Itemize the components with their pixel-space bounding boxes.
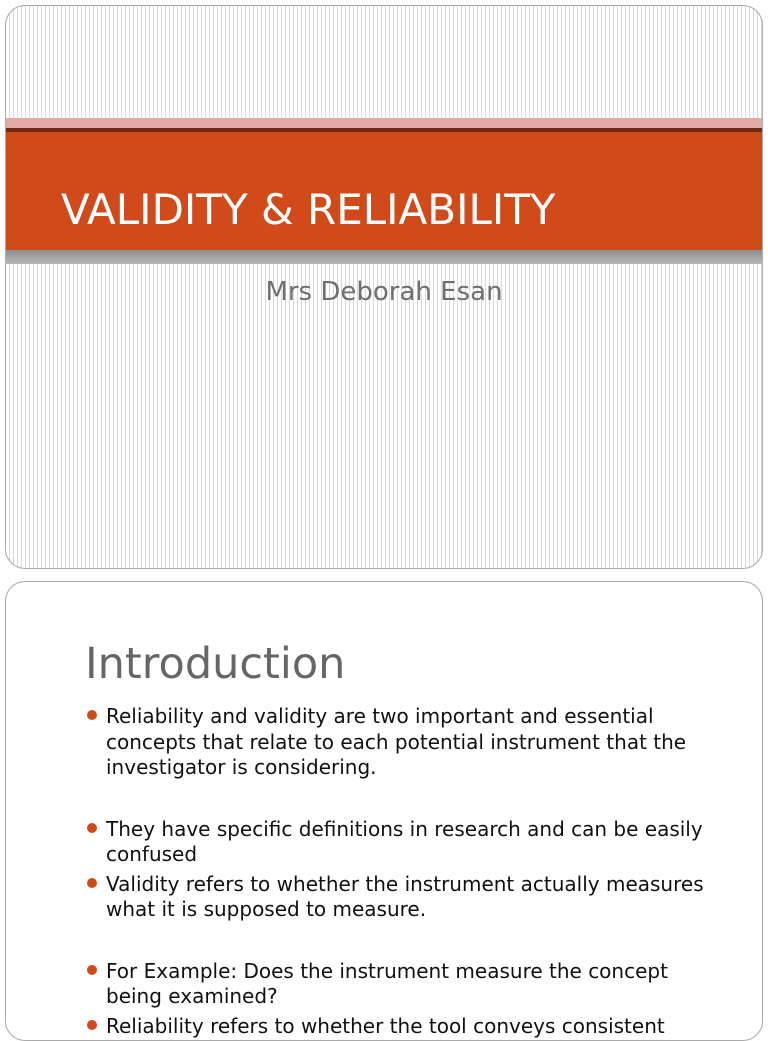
bullet-text: Reliability refers to whether the tool conveys consistent: [106, 1013, 665, 1038]
list-item: [85, 704, 725, 781]
bullet-icon: [87, 878, 97, 888]
list-item: [85, 959, 725, 1010]
bullet-text: Validity refers to whether the instrument actually measures what it is supposed to measure.: [106, 871, 704, 921]
bullet-list: [85, 704, 725, 1039]
bullet-text: They have specific definitions in research and can be easily confused: [106, 816, 703, 866]
bullet-icon: [87, 965, 97, 975]
bullet-icon: [87, 823, 97, 833]
slide-title: VALIDITY & RELIABILITY: [61, 185, 556, 234]
title-shadow-band: [6, 250, 762, 264]
bullet-text: For Example: Does the instrument measure the concept being examined?: [106, 958, 668, 1008]
bullet-text: Reliability and validity are two important and essential concepts that relate to each potential instrument that the investigator is considering.: [106, 704, 687, 779]
bullet-icon: [87, 710, 97, 720]
list-item: [85, 817, 725, 868]
slide-heading: Introduction: [85, 639, 346, 689]
introduction-slide: [5, 581, 763, 1041]
list-item: [85, 1014, 725, 1040]
title-top-accent-band: [6, 118, 762, 128]
bullet-icon: [87, 1020, 97, 1030]
title-slide: [5, 5, 763, 569]
list-item: [85, 872, 725, 923]
slide-subtitle: Mrs Deborah Esan: [265, 277, 503, 307]
